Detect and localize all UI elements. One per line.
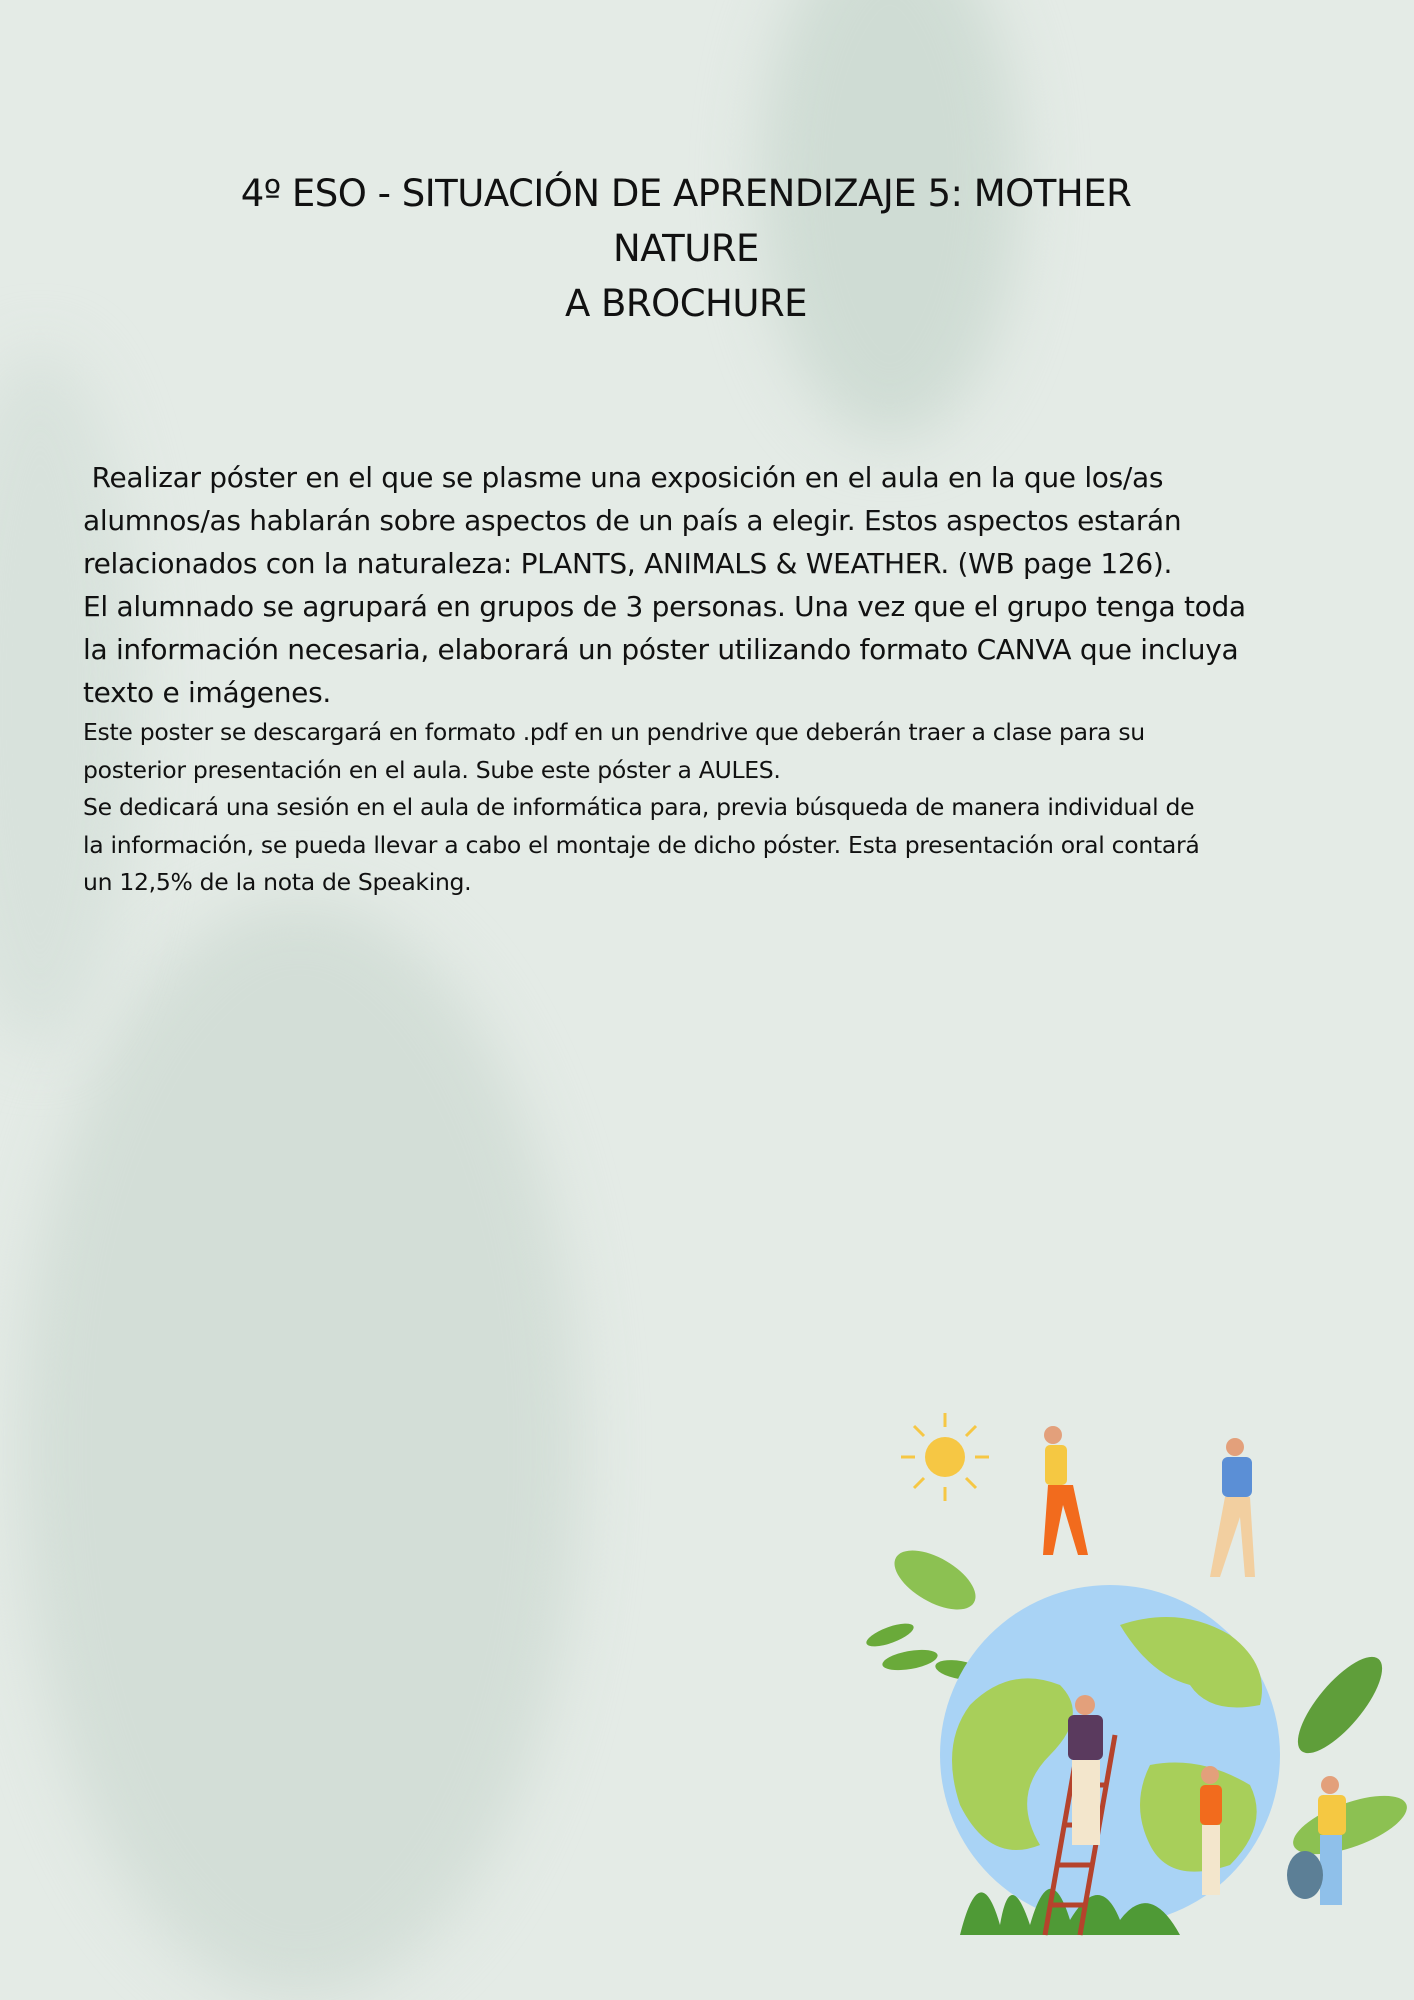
text-line: posterior presentación en el aula. Sube este póster a AULES. [83,755,781,784]
instructions [83,456,1343,902]
earth-volunteers-illustration [850,1405,1414,1965]
page-title [0,166,1372,331]
leaves-left [864,1538,986,1683]
text-line: un 12,5% de la nota de Speaking. [83,868,472,896]
title-line: 4º ESO - SITUACIÓN DE APRENDIZAJE 5: MOTHER [240,172,1132,215]
text-line: alumnos/as hablarán sobre aspectos de un país a elegir. Estos aspectos estarán [83,504,1182,537]
text-line: la información, se pueda llevar a cabo el montaje de dicho póster. Esta presentación oral contará [83,830,1200,859]
text-line: relacionados con la naturaleza: PLANTS, ANIMALS & WEATHER. (WB page 126). [83,547,1173,580]
text-line: Este poster se descargará en formato .pdf en un pendrive que deberán traer a clase para su [83,718,1145,746]
details-paragraph [83,714,1343,902]
background-wash [20,900,580,2000]
text-line: Se dedicará una sesión en el aula de informática para, previa búsqueda de manera individual de [83,793,1195,821]
text-line: Realizar póster en el que se plasme una exposición en el aula en la que los/as [83,461,1164,494]
title-line: A BROCHURE [564,282,808,325]
text-line: texto e imágenes. [83,676,331,709]
text-line: la información necesaria, elaborará un póster utilizando formato CANVA que incluya [83,633,1239,666]
instructions-paragraph [83,456,1343,714]
title-line: NATURE [613,227,759,270]
text-line: El alumnado se agrupará en grupos de 3 personas. Una vez que el grupo tenga toda [83,590,1246,623]
leaves-right [1285,1645,1414,1866]
sun-icon [901,1413,989,1501]
